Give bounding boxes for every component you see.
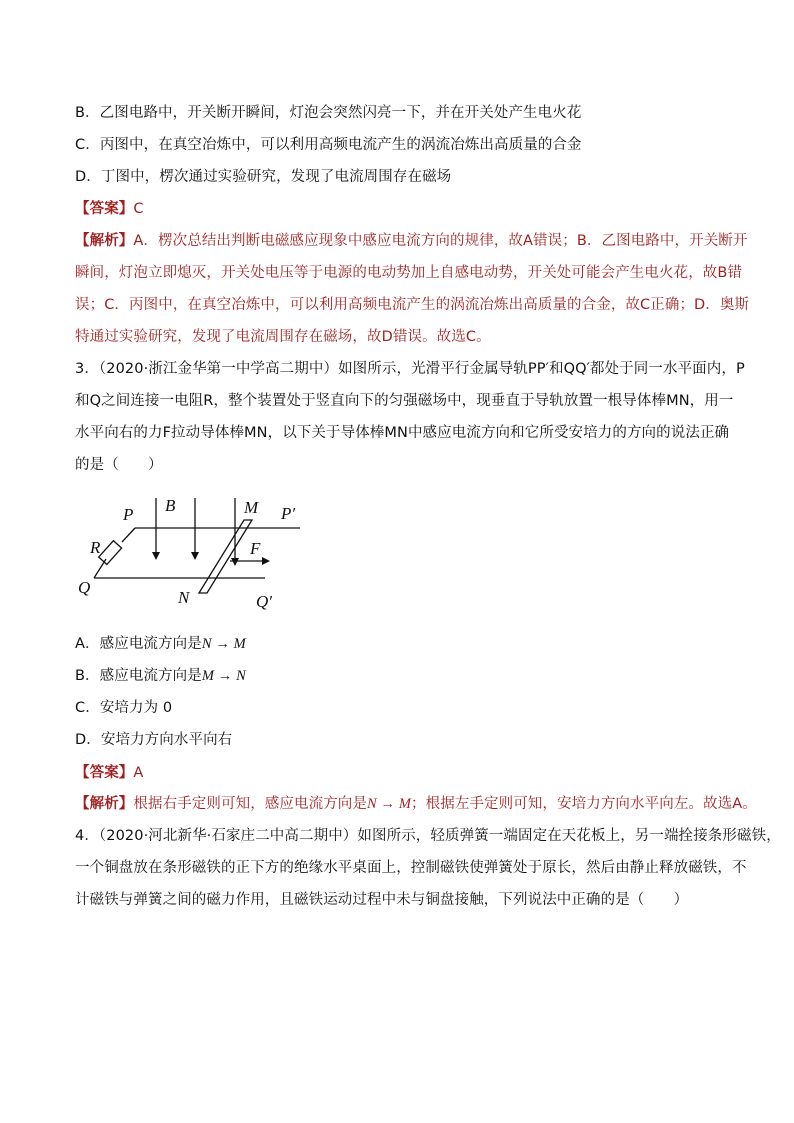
q2-option-b: B．乙图电路中，开关断开瞬间，灯泡会突然闪亮一下，并在开关处产生电火花: [75, 105, 582, 121]
q3-answer: [75, 761, 143, 782]
label-Q: Q: [78, 578, 91, 597]
q4-stem-line-3: 计磁铁与弹簧之间的磁力作用，且磁铁运动过程中未与铜盘接触，下列说法中正确的是（ ）: [75, 892, 689, 908]
q2-option-c: C．丙图中，在真空冶炼中，可以利用高频电流产生的涡流冶炼出高质量的合金: [75, 137, 582, 153]
q2-analysis-line-1: [75, 229, 748, 250]
label-P-prime: P′: [281, 504, 296, 523]
q3-stem-line-3: 水平向右的力F拉动导体棒MN，以下关于导体棒MN中感应电流方向和它所受安培力的方向的说法正确: [75, 425, 730, 441]
q3-option-d: D．安培力方向水平向右: [75, 732, 233, 748]
analysis-expr: N → M: [367, 796, 412, 812]
label-B: B: [165, 496, 176, 515]
q4-stem-line-1: 4．（2020·河北新华·石家庄二中高二期中）如图所示，轻质弹簧一端固定在天花板上，另一端拴接条形磁铁，: [75, 828, 781, 844]
q3-option-a: [75, 632, 246, 653]
answer-tag: 【答案】: [75, 201, 134, 217]
analysis-tag: 【解析】: [75, 796, 134, 812]
q2-answer: [75, 197, 144, 218]
answer-value: C: [133, 201, 144, 217]
label-N: N: [178, 588, 190, 607]
q2-analysis-line-3: 误；C．丙图中，在真空冶炼中，可以利用高频电流产生的涡流冶炼出高质量的合金，故C正确；D．奥斯: [75, 297, 750, 313]
q3-stem-line-2: 和Q之间连接一电阻R，整个装置处于竖直向下的匀强磁场中，现垂直于导轨放置一根导体棒MN，用一: [75, 393, 734, 409]
answer-value: A: [133, 765, 144, 781]
rail-circuit-diagram: [70, 490, 310, 620]
q3-stem-line-4: 的是（ ）: [75, 457, 163, 473]
analysis-text: A．楞次总结出判断电磁感应现象中感应电流方向的规律，故A错误；B．乙图电路中，开关断开: [133, 233, 748, 249]
option-a-expr: N → M: [201, 636, 246, 652]
q2-analysis-line-4: 特通过实验研究，发现了电流周围存在磁场，故D错误。故选C。: [75, 329, 491, 345]
q3-option-c: C．安培力为 0: [75, 700, 173, 716]
label-F: F: [250, 539, 261, 558]
answer-tag: 【答案】: [75, 765, 134, 781]
label-Q-prime: Q′: [256, 592, 272, 611]
analysis-text-2: ；根据左手定则可知，安培力方向水平向左。故选A。: [411, 796, 757, 812]
option-b-text: B．感应电流方向是: [75, 668, 202, 684]
label-P: P: [123, 505, 134, 524]
label-R: R: [90, 538, 101, 557]
conductor-rod: [199, 520, 252, 593]
resistor: [99, 541, 122, 565]
q3-analysis: [75, 792, 757, 813]
option-b-expr: M → N: [201, 668, 246, 684]
option-a-text: A．感应电流方向是: [75, 636, 202, 652]
q3-stem-line-1: 3．（2020·浙江金华第一中学高二期中）如图所示，光滑平行金属导轨PP′和QQ′都处于同一水平面内，P: [75, 361, 745, 377]
q2-analysis-line-2: 瞬间，灯泡立即熄灭，开关处电压等于电源的电动势加上自感电动势，开关处可能会产生电火花，故B错: [75, 265, 743, 281]
analysis-tag: 【解析】: [75, 233, 134, 249]
q4-stem-line-2: 一个铜盘放在条形磁铁的正下方的绝缘水平桌面上，控制磁铁使弹簧处于原长，然后由静止释放磁铁，不: [75, 860, 747, 876]
label-M: M: [244, 498, 259, 517]
q3-option-b: [75, 664, 246, 685]
analysis-text-1: 根据右手定则可知，感应电流方向是: [133, 796, 368, 812]
q2-option-d: D．丁图中，楞次通过实验研究，发现了电流周围存在磁场: [75, 169, 452, 185]
